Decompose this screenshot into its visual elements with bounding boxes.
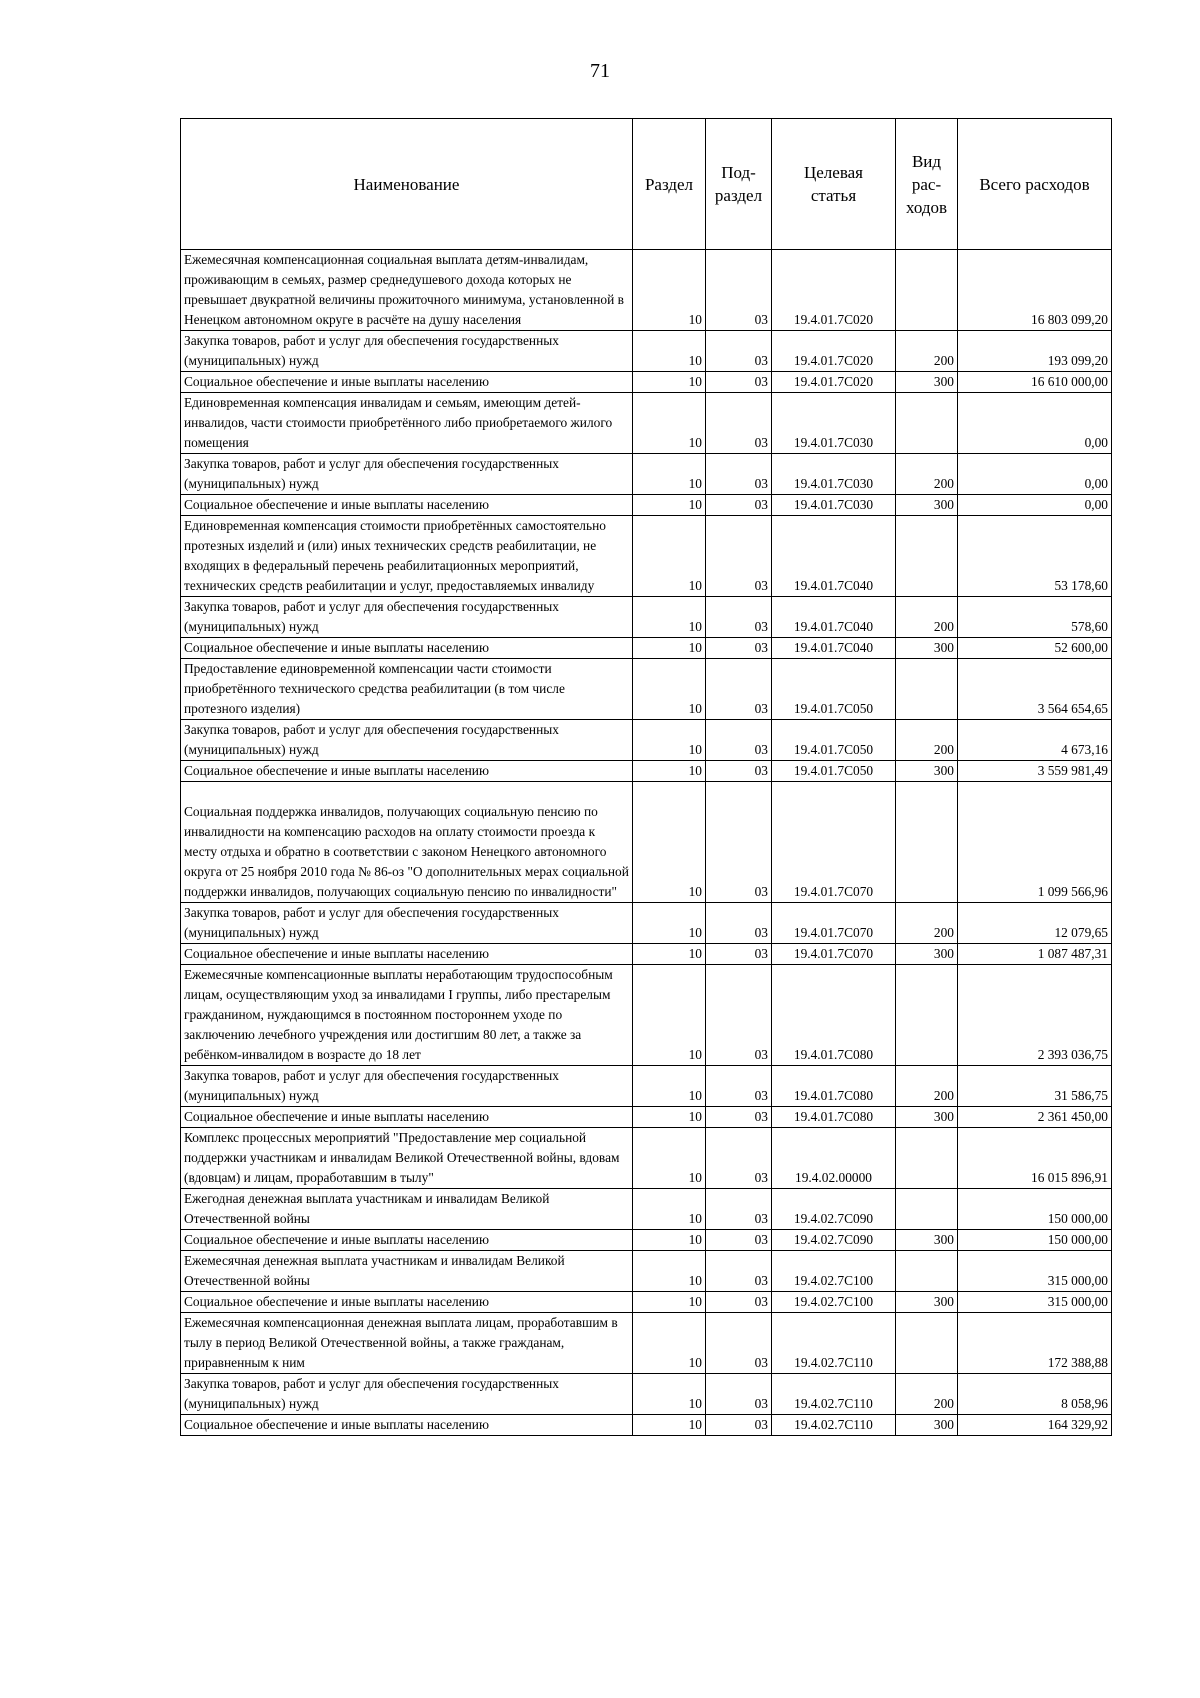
table-row	[181, 393, 1112, 454]
cell-name: Закупка товаров, работ и услуг для обеспечения государственных (муниципальных) нужд	[181, 597, 633, 638]
cell-celevaya: 19.4.01.7С080	[772, 965, 896, 1066]
table-row	[181, 1374, 1112, 1415]
cell-vsego: 16 610 000,00	[958, 372, 1112, 393]
cell-celevaya: 19.4.01.7С040	[772, 597, 896, 638]
cell-vid: 200	[896, 903, 958, 944]
cell-podrazdel: 03	[706, 1066, 772, 1107]
cell-celevaya: 19.4.01.7С080	[772, 1107, 896, 1128]
cell-razdel: 10	[633, 250, 706, 331]
cell-name: Социальное обеспечение и иные выплаты населению	[181, 638, 633, 659]
cell-podrazdel: 03	[706, 720, 772, 761]
cell-podrazdel: 03	[706, 1251, 772, 1292]
cell-podrazdel: 03	[706, 659, 772, 720]
header-vid: Вид рас- ходов	[896, 119, 958, 250]
table-row	[181, 944, 1112, 965]
cell-razdel: 10	[633, 597, 706, 638]
cell-razdel: 10	[633, 638, 706, 659]
cell-vid	[896, 516, 958, 597]
cell-vsego: 53 178,60	[958, 516, 1112, 597]
cell-vid: 300	[896, 944, 958, 965]
cell-vid: 300	[896, 761, 958, 782]
cell-celevaya: 19.4.01.7С020	[772, 250, 896, 331]
cell-name: Предоставление единовременной компенсации части стоимости приобретённого технического средства реабилитации (в том числе протезного изделия)	[181, 659, 633, 720]
table-row	[181, 1313, 1112, 1374]
cell-podrazdel: 03	[706, 944, 772, 965]
cell-name: Социальное обеспечение и иные выплаты населению	[181, 1107, 633, 1128]
cell-vid	[896, 393, 958, 454]
cell-celevaya: 19.4.01.7С070	[772, 944, 896, 965]
cell-vsego: 0,00	[958, 495, 1112, 516]
cell-name: Закупка товаров, работ и услуг для обеспечения государственных (муниципальных) нужд	[181, 903, 633, 944]
cell-razdel: 10	[633, 1066, 706, 1107]
cell-name: Ежегодная денежная выплата участникам и инвалидам Великой Отечественной войны	[181, 1189, 633, 1230]
cell-vsego: 16 803 099,20	[958, 250, 1112, 331]
table-row	[181, 331, 1112, 372]
cell-razdel: 10	[633, 782, 706, 903]
cell-name: Социальное обеспечение и иные выплаты населению	[181, 495, 633, 516]
cell-name: Социальная поддержка инвалидов, получающих социальную пенсию по инвалидности на компенсацию расходов на оплату стоимости проезда к месту отдыха и обратно в соответствии с законом Ненецкого автономного округа от 25 ноября 2010 года № 86-оз "О дополнительных мерах социальной поддержки инвалидов, получающих социальную пенсию по инвалидности"	[181, 782, 633, 903]
table-header-row	[181, 119, 1112, 250]
cell-vsego: 0,00	[958, 393, 1112, 454]
cell-celevaya: 19.4.01.7С040	[772, 516, 896, 597]
cell-razdel: 10	[633, 1374, 706, 1415]
table-row	[181, 782, 1112, 903]
cell-vsego: 52 600,00	[958, 638, 1112, 659]
cell-vid	[896, 782, 958, 903]
cell-podrazdel: 03	[706, 965, 772, 1066]
table-row	[181, 250, 1112, 331]
cell-vid: 200	[896, 720, 958, 761]
cell-razdel: 10	[633, 1230, 706, 1251]
cell-podrazdel: 03	[706, 782, 772, 903]
cell-celevaya: 19.4.01.7С020	[772, 372, 896, 393]
cell-name: Социальное обеспечение и иные выплаты населению	[181, 1415, 633, 1436]
cell-podrazdel: 03	[706, 1292, 772, 1313]
cell-celevaya: 19.4.02.7С100	[772, 1251, 896, 1292]
cell-vsego: 4 673,16	[958, 720, 1112, 761]
cell-celevaya: 19.4.01.7С070	[772, 903, 896, 944]
cell-razdel: 10	[633, 1251, 706, 1292]
cell-razdel: 10	[633, 1189, 706, 1230]
cell-podrazdel: 03	[706, 1230, 772, 1251]
cell-podrazdel: 03	[706, 597, 772, 638]
table-row	[181, 1128, 1112, 1189]
cell-celevaya: 19.4.02.7С110	[772, 1415, 896, 1436]
cell-vsego: 3 559 981,49	[958, 761, 1112, 782]
cell-razdel: 10	[633, 1415, 706, 1436]
cell-celevaya: 19.4.01.7С030	[772, 495, 896, 516]
cell-name: Комплекс процессных мероприятий "Предоставление мер социальной поддержки участникам и инвалидам Великой Отечественной войны, вдовам (вдовцам) и лицам, проработавшим в тылу"	[181, 1128, 633, 1189]
cell-celevaya: 19.4.01.7С030	[772, 393, 896, 454]
cell-celevaya: 19.4.02.7С110	[772, 1313, 896, 1374]
cell-name: Ежемесячная денежная выплата участникам и инвалидам Великой Отечественной войны	[181, 1251, 633, 1292]
cell-name: Социальное обеспечение и иные выплаты населению	[181, 1292, 633, 1313]
cell-podrazdel: 03	[706, 372, 772, 393]
cell-razdel: 10	[633, 331, 706, 372]
cell-podrazdel: 03	[706, 761, 772, 782]
cell-vid	[896, 659, 958, 720]
table-row	[181, 1189, 1112, 1230]
cell-celevaya: 19.4.02.7С090	[772, 1230, 896, 1251]
cell-celevaya: 19.4.01.7С050	[772, 761, 896, 782]
cell-razdel: 10	[633, 903, 706, 944]
cell-vid: 200	[896, 454, 958, 495]
cell-name: Социальное обеспечение и иные выплаты населению	[181, 1230, 633, 1251]
cell-razdel: 10	[633, 516, 706, 597]
cell-name: Закупка товаров, работ и услуг для обеспечения государственных (муниципальных) нужд	[181, 1374, 633, 1415]
cell-name: Единовременная компенсация инвалидам и семьям, имеющим детей-инвалидов, части стоимости приобретённого либо приобретаемого жилого помещения	[181, 393, 633, 454]
header-vsego: Всего расходов	[958, 119, 1112, 250]
cell-razdel: 10	[633, 1128, 706, 1189]
cell-vsego: 1 087 487,31	[958, 944, 1112, 965]
cell-podrazdel: 03	[706, 638, 772, 659]
cell-razdel: 10	[633, 495, 706, 516]
cell-vsego: 8 058,96	[958, 1374, 1112, 1415]
cell-vsego: 3 564 654,65	[958, 659, 1112, 720]
table-row	[181, 1251, 1112, 1292]
table-row	[181, 903, 1112, 944]
table-body	[181, 250, 1112, 1436]
cell-vid	[896, 1189, 958, 1230]
cell-vsego: 315 000,00	[958, 1292, 1112, 1313]
cell-razdel: 10	[633, 1313, 706, 1374]
cell-vsego: 578,60	[958, 597, 1112, 638]
cell-vsego: 150 000,00	[958, 1230, 1112, 1251]
table-row	[181, 720, 1112, 761]
cell-vid: 300	[896, 1415, 958, 1436]
cell-celevaya: 19.4.01.7С030	[772, 454, 896, 495]
cell-vsego: 2 361 450,00	[958, 1107, 1112, 1128]
cell-celevaya: 19.4.02.7С100	[772, 1292, 896, 1313]
table-row	[181, 454, 1112, 495]
cell-vid: 200	[896, 1374, 958, 1415]
cell-podrazdel: 03	[706, 1415, 772, 1436]
cell-podrazdel: 03	[706, 454, 772, 495]
cell-name: Социальное обеспечение и иные выплаты населению	[181, 761, 633, 782]
table-row	[181, 1292, 1112, 1313]
table-row	[181, 372, 1112, 393]
cell-podrazdel: 03	[706, 1313, 772, 1374]
table-row	[181, 638, 1112, 659]
cell-celevaya: 19.4.01.7С040	[772, 638, 896, 659]
cell-razdel: 10	[633, 944, 706, 965]
cell-razdel: 10	[633, 720, 706, 761]
table-row	[181, 1066, 1112, 1107]
table-row	[181, 965, 1112, 1066]
cell-razdel: 10	[633, 761, 706, 782]
cell-vid	[896, 1128, 958, 1189]
header-celevaya: Целевая статья	[772, 119, 896, 250]
cell-razdel: 10	[633, 1292, 706, 1313]
table-row	[181, 659, 1112, 720]
cell-podrazdel: 03	[706, 250, 772, 331]
table-row	[181, 597, 1112, 638]
cell-vid: 200	[896, 331, 958, 372]
cell-podrazdel: 03	[706, 1128, 772, 1189]
cell-vid: 300	[896, 1292, 958, 1313]
header-podrazdel: Под- раздел	[706, 119, 772, 250]
cell-vsego: 193 099,20	[958, 331, 1112, 372]
cell-celevaya: 19.4.02.00000	[772, 1128, 896, 1189]
cell-celevaya: 19.4.01.7С050	[772, 659, 896, 720]
table-row	[181, 761, 1112, 782]
cell-vsego: 31 586,75	[958, 1066, 1112, 1107]
cell-vid: 300	[896, 1107, 958, 1128]
cell-name: Единовременная компенсация стоимости приобретённых самостоятельно протезных изделий и (или) иных технических средств реабилитации, не входящих в федеральный перечень реабилитационных мероприятий, технических средств реабилитации и услуг, предоставляемых инвалиду	[181, 516, 633, 597]
cell-vid	[896, 1251, 958, 1292]
cell-vid: 200	[896, 1066, 958, 1107]
cell-vid	[896, 250, 958, 331]
cell-vsego: 315 000,00	[958, 1251, 1112, 1292]
cell-podrazdel: 03	[706, 516, 772, 597]
cell-podrazdel: 03	[706, 903, 772, 944]
cell-name: Закупка товаров, работ и услуг для обеспечения государственных (муниципальных) нужд	[181, 720, 633, 761]
cell-celevaya: 19.4.01.7С050	[772, 720, 896, 761]
cell-vsego: 12 079,65	[958, 903, 1112, 944]
cell-name: Ежемесячные компенсационные выплаты неработающим трудоспособным лицам, осуществляющим уход за инвалидами I группы, либо престарелым гражданином, нуждающимся в постоянном постороннем уходе по заключению лечебного учреждения или достигшим 80 лет, а также за ребёнком-инвалидом в возрасте до 18 лет	[181, 965, 633, 1066]
cell-vid: 300	[896, 372, 958, 393]
table-row	[181, 516, 1112, 597]
page-number: 71	[590, 60, 610, 82]
table-row	[181, 1230, 1112, 1251]
header-razdel: Раздел	[633, 119, 706, 250]
cell-razdel: 10	[633, 454, 706, 495]
cell-vsego: 164 329,92	[958, 1415, 1112, 1436]
cell-vsego: 2 393 036,75	[958, 965, 1112, 1066]
cell-vid: 300	[896, 495, 958, 516]
cell-vsego: 150 000,00	[958, 1189, 1112, 1230]
cell-celevaya: 19.4.01.7С070	[772, 782, 896, 903]
table-row	[181, 1415, 1112, 1436]
cell-name: Ежемесячная компенсационная социальная выплата детям-инвалидам, проживающим в семьях, размер среднедушевого дохода которых не превышает двукратной величины прожиточного минимума, установленной в Ненецком автономном округе в расчёте на душу населения	[181, 250, 633, 331]
cell-podrazdel: 03	[706, 1374, 772, 1415]
cell-razdel: 10	[633, 659, 706, 720]
cell-name: Закупка товаров, работ и услуг для обеспечения государственных (муниципальных) нужд	[181, 454, 633, 495]
cell-razdel: 10	[633, 372, 706, 393]
cell-podrazdel: 03	[706, 1107, 772, 1128]
cell-celevaya: 19.4.01.7С080	[772, 1066, 896, 1107]
cell-razdel: 10	[633, 1107, 706, 1128]
cell-podrazdel: 03	[706, 495, 772, 516]
cell-vid: 200	[896, 597, 958, 638]
cell-vid: 300	[896, 638, 958, 659]
cell-vid	[896, 965, 958, 1066]
cell-celevaya: 19.4.01.7С020	[772, 331, 896, 372]
cell-celevaya: 19.4.02.7С090	[772, 1189, 896, 1230]
cell-name: Социальное обеспечение и иные выплаты населению	[181, 372, 633, 393]
cell-name: Закупка товаров, работ и услуг для обеспечения государственных (муниципальных) нужд	[181, 1066, 633, 1107]
cell-vsego: 1 099 566,96	[958, 782, 1112, 903]
cell-vsego: 172 388,88	[958, 1313, 1112, 1374]
cell-vid	[896, 1313, 958, 1374]
cell-name: Закупка товаров, работ и услуг для обеспечения государственных (муниципальных) нужд	[181, 331, 633, 372]
table-row	[181, 495, 1112, 516]
cell-vsego: 16 015 896,91	[958, 1128, 1112, 1189]
cell-name: Социальное обеспечение и иные выплаты населению	[181, 944, 633, 965]
header-name: Наименование	[181, 119, 633, 250]
cell-podrazdel: 03	[706, 331, 772, 372]
cell-celevaya: 19.4.02.7С110	[772, 1374, 896, 1415]
cell-vsego: 0,00	[958, 454, 1112, 495]
cell-razdel: 10	[633, 393, 706, 454]
cell-razdel: 10	[633, 965, 706, 1066]
budget-table	[180, 118, 1112, 1436]
cell-vid: 300	[896, 1230, 958, 1251]
cell-name: Ежемесячная компенсационная денежная выплата лицам, проработавшим в тылу в период Великой Отечественной войны, а также гражданам, приравненным к ним	[181, 1313, 633, 1374]
cell-podrazdel: 03	[706, 393, 772, 454]
cell-podrazdel: 03	[706, 1189, 772, 1230]
table-row	[181, 1107, 1112, 1128]
